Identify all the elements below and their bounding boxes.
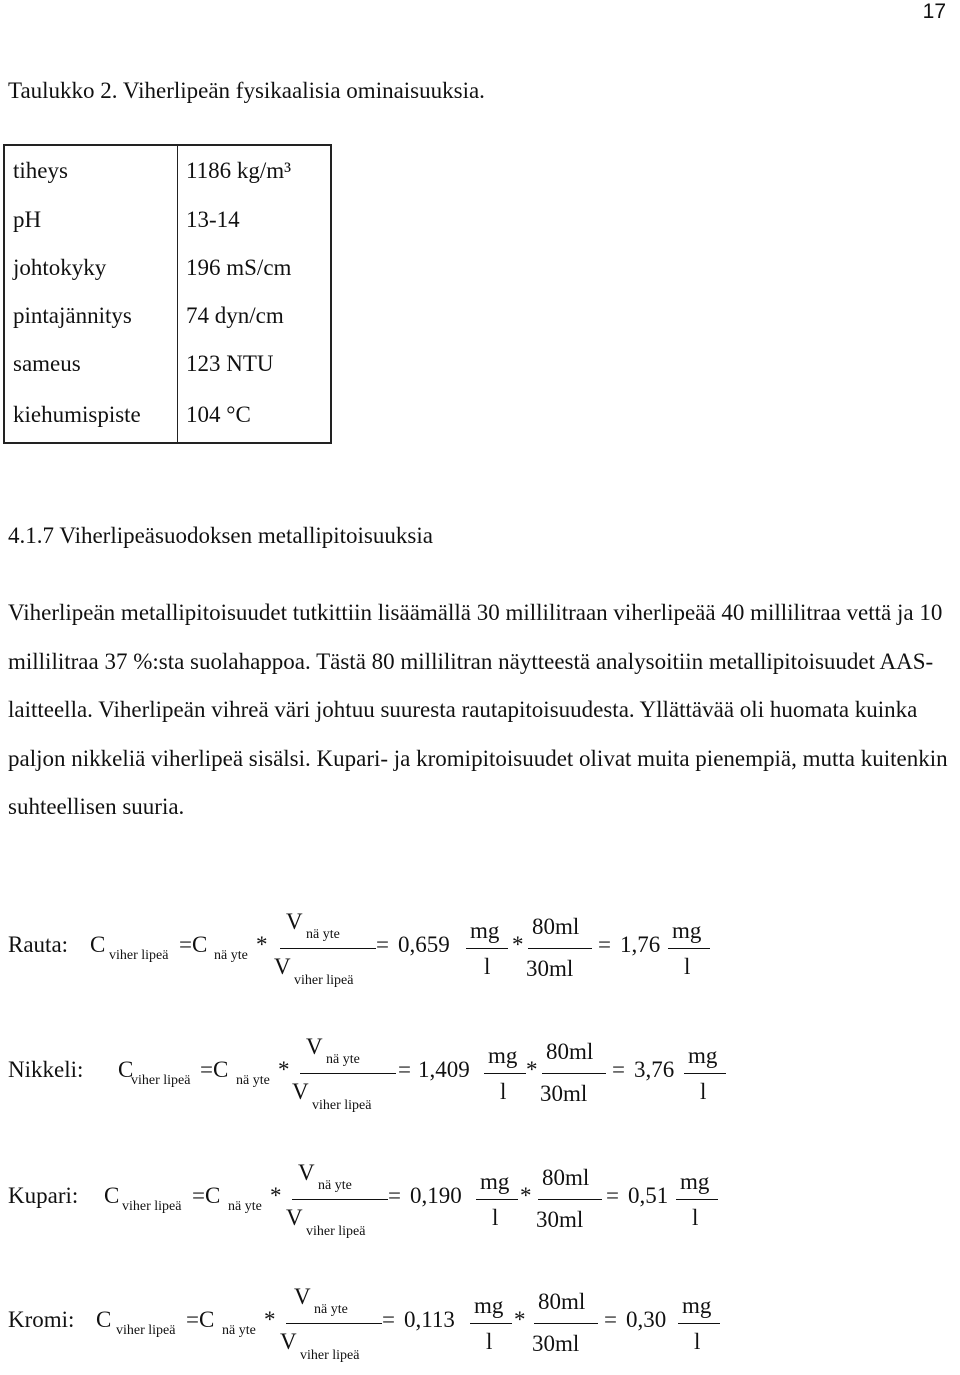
subscript-viherlipea: viher lipeä	[294, 973, 354, 988]
subscript-nayte: nä yte	[314, 1302, 348, 1317]
fraction-bar	[534, 1323, 598, 1324]
unit-l: l	[694, 1329, 701, 1354]
subscript-nayte: nä yte	[214, 948, 248, 963]
measured-value: 0,113	[404, 1307, 455, 1332]
formula-label: Kromi:	[8, 1307, 75, 1332]
unit-l: l	[492, 1205, 499, 1230]
multiply-sign: *	[278, 1057, 290, 1082]
measured-value: 0,659	[398, 932, 450, 957]
subscript-nayte: nä yte	[222, 1323, 256, 1338]
equals-c: =C	[179, 932, 208, 957]
volume-symbol: V	[298, 1160, 315, 1185]
multiply-sign: *	[264, 1307, 276, 1332]
equals-c: =C	[186, 1307, 215, 1332]
page-number: 17	[922, 0, 946, 23]
dilution-numerator: 80ml	[532, 914, 580, 939]
dilution-denominator: 30ml	[536, 1207, 584, 1232]
unit-mg: mg	[688, 1043, 718, 1068]
equals-sign: =	[598, 932, 611, 957]
dilution-numerator: 80ml	[542, 1165, 590, 1190]
property-name: kiehumispiste	[4, 388, 178, 443]
subscript-viherlipea: viher lipeä	[131, 1073, 191, 1088]
dilution-numerator: 80ml	[538, 1289, 586, 1314]
equals-sign: =	[612, 1057, 625, 1082]
subscript-viherlipea: viher lipeä	[306, 1224, 366, 1239]
subscript-nayte: nä yte	[318, 1178, 352, 1193]
table-row	[4, 340, 331, 388]
property-name: pH	[4, 196, 178, 244]
multiply-sign: *	[520, 1183, 532, 1208]
result-value: 0,30	[626, 1307, 667, 1332]
table-row	[4, 388, 331, 443]
property-value: 104 °C	[186, 402, 251, 427]
dilution-denominator: 30ml	[540, 1081, 588, 1106]
property-name: pintajännitys	[4, 292, 178, 340]
equals-c: =C	[200, 1057, 229, 1082]
volume-symbol: V	[292, 1079, 309, 1104]
unit-l: l	[700, 1079, 707, 1104]
measured-value: 0,190	[410, 1183, 462, 1208]
dilution-denominator: 30ml	[532, 1331, 580, 1356]
property-value: 123 NTU	[186, 351, 274, 376]
volume-symbol: V	[294, 1284, 311, 1309]
property-name: tiheys	[4, 145, 178, 196]
multiply-sign: *	[512, 932, 524, 957]
volume-symbol: V	[286, 909, 303, 934]
dilution-denominator: 30ml	[526, 956, 574, 981]
result-value: 0,51	[628, 1183, 669, 1208]
concentration-symbol: C	[104, 1183, 120, 1208]
property-name: johtokyky	[4, 244, 178, 292]
subscript-viherlipea: viher lipeä	[312, 1098, 372, 1113]
volume-symbol: V	[274, 954, 291, 979]
equals-sign: =	[604, 1307, 617, 1332]
result-value: 1,76	[620, 932, 661, 957]
subscript-viherlipea: viher lipeä	[116, 1323, 176, 1338]
equals-sign: =	[388, 1183, 401, 1208]
volume-symbol: V	[306, 1034, 323, 1059]
subscript-nayte: nä yte	[228, 1199, 262, 1214]
subscript-viherlipea: viher lipeä	[109, 948, 169, 963]
unit-mg: mg	[480, 1169, 510, 1194]
equals-sign: =	[398, 1057, 411, 1082]
table-row	[4, 145, 331, 196]
equals-sign: =	[382, 1307, 395, 1332]
fraction-bar	[676, 1199, 718, 1200]
fraction-bar	[280, 948, 376, 949]
fraction-bar	[476, 1199, 518, 1200]
subscript-nayte: nä yte	[306, 927, 340, 942]
property-value: 74 dyn/cm	[186, 303, 284, 328]
fraction-bar	[286, 1323, 382, 1324]
subscript-nayte: nä yte	[326, 1052, 360, 1067]
volume-symbol: V	[286, 1205, 303, 1230]
table-row	[4, 292, 331, 340]
table-row	[4, 196, 331, 244]
fraction-bar	[678, 1323, 720, 1324]
concentration-symbol: C	[118, 1057, 134, 1082]
unit-l: l	[692, 1205, 699, 1230]
measured-value: 1,409	[418, 1057, 470, 1082]
fraction-bar	[300, 1073, 396, 1074]
fraction-bar	[528, 948, 592, 949]
unit-mg: mg	[672, 918, 702, 943]
subscript-viherlipea: viher lipeä	[300, 1348, 360, 1363]
table-row	[4, 244, 331, 292]
equals-sign: =	[376, 932, 389, 957]
multiply-sign: *	[270, 1183, 282, 1208]
unit-l: l	[500, 1079, 507, 1104]
dilution-numerator: 80ml	[546, 1039, 594, 1064]
section-heading: 4.1.7 Viherlipeäsuodoksen metallipitoisuuksia	[8, 523, 433, 548]
equals-sign: =	[606, 1183, 619, 1208]
properties-table	[3, 144, 332, 444]
multiply-sign: *	[526, 1057, 538, 1082]
unit-mg: mg	[474, 1293, 504, 1318]
body-paragraph: Viherlipeän metallipitoisuudet tutkittiin lisäämällä 30 millilitraan viherlipeää 40 millilitraa vettä ja 10 millilitraa 37 %:sta suolahappoa. Tästä 80 millilitran näytteestä analysoitiin metallipitoisuudet AAS-laitteella. Viherlipeän vihreä väri johtuu suuresta rautapitoisuudesta. Yllättävää oli huomata kuinka paljon nikkeliä viherlipeä sisälsi. Kupari- ja kromipitoisuudet olivat muita pienempiä, mutta kuitenkin suhteellisen suuria.	[8, 600, 948, 820]
property-value: 13-14	[186, 207, 240, 232]
multiply-sign: *	[514, 1307, 526, 1332]
volume-symbol: V	[280, 1329, 297, 1354]
unit-mg: mg	[682, 1293, 712, 1318]
fraction-bar	[538, 1199, 602, 1200]
property-value: 1186 kg/m³	[186, 158, 292, 183]
table-caption: Taulukko 2. Viherlipeän fysikaalisia ominaisuuksia.	[8, 78, 485, 103]
fraction-bar	[292, 1199, 388, 1200]
fraction-bar	[542, 1073, 606, 1074]
property-value: 196 mS/cm	[186, 255, 292, 280]
formula-label: Nikkeli:	[8, 1057, 84, 1082]
fraction-bar	[668, 948, 710, 949]
unit-mg: mg	[680, 1169, 710, 1194]
property-name: sameus	[4, 340, 178, 388]
fraction-bar	[470, 1323, 512, 1324]
subscript-viherlipea: viher lipeä	[122, 1199, 182, 1214]
subscript-nayte: nä yte	[236, 1073, 270, 1088]
unit-mg: mg	[488, 1043, 518, 1068]
concentration-symbol: C	[96, 1307, 112, 1332]
unit-l: l	[484, 954, 491, 979]
fraction-bar	[484, 1073, 526, 1074]
unit-l: l	[486, 1329, 493, 1354]
fraction-bar	[466, 948, 508, 949]
fraction-bar	[684, 1073, 726, 1074]
formula-label: Kupari:	[8, 1183, 79, 1208]
result-value: 3,76	[634, 1057, 675, 1082]
multiply-sign: *	[256, 932, 268, 957]
unit-l: l	[684, 954, 691, 979]
formula-label: Rauta:	[8, 932, 69, 957]
equals-c: =C	[192, 1183, 221, 1208]
unit-mg: mg	[470, 918, 500, 943]
concentration-symbol: C	[90, 932, 106, 957]
